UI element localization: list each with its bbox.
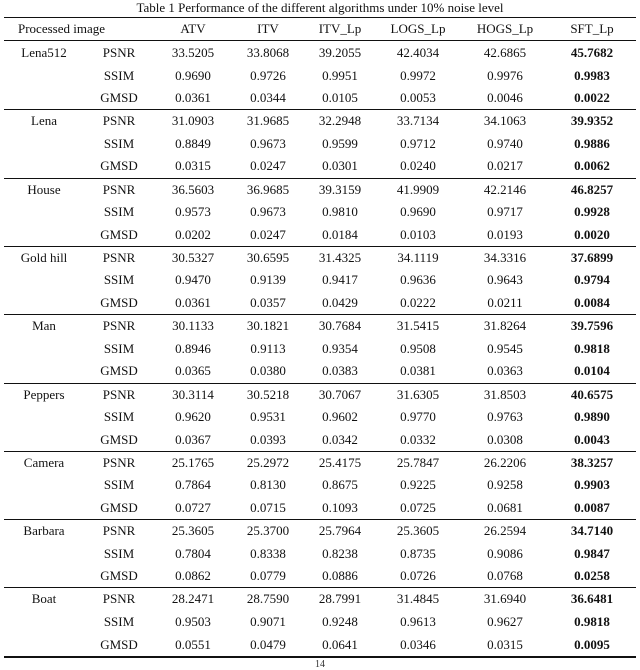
- value-cell: 0.0361: [175, 295, 211, 311]
- value-cell: 0.9690: [400, 204, 436, 220]
- table-row: [0, 520, 640, 542]
- value-cell: 0.0184: [322, 226, 358, 242]
- value-cell: 0.9503: [175, 613, 211, 629]
- value-cell: 42.6865: [483, 45, 527, 60]
- value-cell: 0.9508: [400, 340, 436, 356]
- metric-label: SSIM: [103, 340, 135, 356]
- value-cell: 30.7067: [318, 386, 362, 402]
- value-cell: 0.0095: [574, 636, 610, 652]
- value-cell: 0.0022: [574, 90, 610, 106]
- metric-label: SSIM: [103, 613, 135, 629]
- value-cell: 0.0381: [400, 363, 436, 379]
- metric-label: PSNR: [102, 113, 136, 129]
- value-cell: 0.0365: [175, 363, 211, 379]
- metric-label: PSNR: [102, 249, 136, 265]
- value-cell: 34.7140: [570, 523, 614, 539]
- table-row: [0, 110, 640, 132]
- value-cell: 37.6899: [570, 249, 614, 265]
- table-row: [0, 497, 640, 519]
- value-cell: 25.2972: [246, 454, 290, 470]
- image-name: Camera: [23, 454, 65, 470]
- value-cell: 34.1063: [483, 113, 527, 129]
- value-cell: 28.7590: [246, 591, 290, 607]
- table-row: [0, 155, 640, 177]
- value-cell: 0.9847: [574, 545, 610, 561]
- image-group: [0, 314, 640, 382]
- value-cell: 0.0715: [250, 499, 286, 515]
- metric-label: PSNR: [102, 454, 136, 470]
- value-cell: 0.0308: [487, 431, 523, 447]
- value-cell: 46.8257: [570, 181, 614, 197]
- metric-label: GMSD: [100, 90, 138, 106]
- table-row: [0, 474, 640, 496]
- value-cell: 39.9352: [570, 113, 614, 129]
- value-cell: 0.8675: [322, 477, 358, 493]
- metric-label: PSNR: [102, 318, 136, 334]
- value-cell: 26.2206: [483, 454, 527, 470]
- value-cell: 32.2948: [318, 113, 362, 129]
- value-cell: 26.2594: [483, 523, 527, 539]
- metric-label: PSNR: [102, 386, 136, 402]
- metric-label: GMSD: [100, 158, 138, 174]
- value-cell: 0.9673: [250, 204, 286, 220]
- value-cell: 36.6481: [570, 591, 614, 607]
- value-cell: 25.7847: [396, 454, 440, 470]
- value-cell: 30.3114: [172, 386, 214, 402]
- value-cell: 0.0393: [250, 431, 286, 447]
- header-processed-image: Processed image: [18, 21, 106, 36]
- table-row: [0, 611, 640, 633]
- value-cell: 0.0103: [400, 226, 436, 242]
- value-cell: 25.4175: [318, 454, 362, 470]
- value-cell: 42.2146: [483, 181, 527, 197]
- value-cell: 0.9951: [322, 67, 358, 83]
- value-cell: 0.9602: [322, 409, 358, 425]
- metric-label: SSIM: [103, 272, 135, 288]
- image-group: [0, 451, 640, 519]
- image-group: [0, 246, 640, 314]
- header-col-logs-lp: LOGS_Lp: [390, 21, 446, 36]
- table-row: [0, 42, 640, 64]
- value-cell: 0.0886: [322, 568, 358, 584]
- image-group: [0, 41, 640, 109]
- metric-label: GMSD: [100, 226, 138, 242]
- table-caption: Table 1 Performance of the different algorithms under 10% noise level: [136, 0, 504, 15]
- table-row: [0, 338, 640, 360]
- value-cell: 0.9248: [322, 613, 358, 629]
- value-cell: 0.0641: [322, 636, 358, 652]
- value-cell: 0.9740: [487, 135, 523, 151]
- value-cell: 0.0380: [250, 363, 286, 379]
- value-cell: 0.9071: [250, 613, 286, 629]
- value-cell: 0.1093: [322, 499, 358, 515]
- metric-label: SSIM: [103, 477, 135, 493]
- value-cell: 0.9770: [400, 409, 436, 425]
- image-group: [0, 178, 640, 246]
- metric-label: PSNR: [102, 45, 136, 60]
- image-group: [0, 109, 640, 177]
- value-cell: 41.9909: [396, 181, 440, 197]
- value-cell: 31.8503: [483, 386, 527, 402]
- value-cell: 0.0361: [175, 90, 211, 106]
- image-group: [0, 519, 640, 587]
- value-cell: 0.8338: [250, 545, 286, 561]
- value-cell: 0.0020: [574, 226, 610, 242]
- value-cell: 31.4325: [318, 249, 362, 265]
- metric-label: GMSD: [100, 636, 138, 652]
- value-cell: 0.0193: [487, 226, 523, 242]
- image-name: Gold hill: [20, 249, 68, 265]
- image-group: [0, 587, 640, 655]
- value-cell: 25.3605: [396, 523, 440, 539]
- value-cell: 30.7684: [318, 318, 362, 334]
- table-row: [0, 269, 640, 291]
- metric-label: PSNR: [102, 591, 136, 607]
- value-cell: 0.9972: [400, 67, 436, 83]
- value-cell: 34.3316: [483, 249, 527, 265]
- value-cell: 45.7682: [570, 45, 614, 60]
- value-cell: 0.0332: [400, 431, 436, 447]
- table-row: [0, 201, 640, 223]
- value-cell: 0.0779: [250, 568, 286, 584]
- value-cell: 0.0258: [574, 568, 610, 584]
- value-cell: 25.7964: [318, 523, 362, 539]
- value-cell: 30.5327: [171, 249, 215, 265]
- value-cell: 0.0104: [574, 363, 610, 379]
- value-cell: 0.9417: [322, 272, 358, 288]
- table-row: [0, 360, 640, 382]
- value-cell: 0.9354: [322, 340, 358, 356]
- value-cell: 0.0240: [400, 158, 436, 174]
- value-cell: 0.8130: [250, 477, 286, 493]
- value-cell: 25.1765: [171, 454, 215, 470]
- value-cell: 0.9620: [175, 409, 211, 425]
- value-cell: 0.0211: [487, 295, 523, 311]
- value-cell: 40.6575: [570, 386, 614, 402]
- value-cell: 33.5205: [171, 45, 215, 60]
- value-cell: 0.0315: [487, 636, 523, 652]
- page-number: 14: [315, 659, 325, 670]
- value-cell: 0.9886: [574, 135, 610, 151]
- value-cell: 25.3700: [246, 523, 290, 539]
- value-cell: 30.1133: [172, 318, 214, 334]
- value-cell: 0.0725: [400, 499, 436, 515]
- value-cell: 0.7864: [175, 477, 211, 493]
- value-cell: 0.0043: [574, 431, 610, 447]
- header-col-itv: ITV: [257, 21, 279, 36]
- value-cell: 0.9643: [487, 272, 523, 288]
- value-cell: 0.9613: [400, 613, 436, 629]
- value-cell: 0.0479: [250, 636, 286, 652]
- value-cell: 0.0062: [574, 158, 610, 174]
- value-cell: 0.9903: [574, 477, 610, 493]
- value-cell: 0.9928: [574, 204, 610, 220]
- value-cell: 0.8849: [175, 135, 211, 151]
- value-cell: 36.5603: [171, 181, 215, 197]
- header-col-sft-lp: SFT_Lp: [570, 21, 614, 36]
- metric-label: PSNR: [102, 523, 136, 539]
- value-cell: 0.9726: [250, 67, 286, 83]
- value-cell: 0.0222: [400, 295, 436, 311]
- value-cell: 0.9258: [487, 477, 523, 493]
- value-cell: 0.9976: [487, 67, 523, 83]
- value-cell: 0.9818: [574, 340, 610, 356]
- table-row: [0, 384, 640, 406]
- value-cell: 31.4845: [396, 591, 440, 607]
- value-cell: 0.0087: [574, 499, 610, 515]
- table-row: [0, 87, 640, 109]
- value-cell: 0.0429: [322, 295, 358, 311]
- value-cell: 0.9086: [487, 545, 523, 561]
- value-cell: 0.9531: [250, 409, 286, 425]
- value-cell: 0.9599: [322, 135, 358, 151]
- image-name: Peppers: [23, 386, 65, 402]
- value-cell: 31.6940: [483, 591, 527, 607]
- table-row: [0, 224, 640, 246]
- table-row: [0, 247, 640, 269]
- table-row: [0, 133, 640, 155]
- value-cell: 31.5415: [396, 318, 440, 334]
- value-cell: 31.9685: [246, 113, 290, 129]
- table-row: [0, 65, 640, 87]
- table-row: [0, 406, 640, 428]
- value-cell: 0.0681: [487, 499, 523, 515]
- value-cell: 0.9545: [487, 340, 523, 356]
- table-row: [0, 452, 640, 474]
- value-cell: 0.0862: [175, 568, 211, 584]
- metric-label: SSIM: [103, 135, 135, 151]
- value-cell: 39.3159: [318, 181, 362, 197]
- value-cell: 0.9627: [487, 613, 523, 629]
- table-row: [0, 588, 640, 610]
- value-cell: 0.9470: [175, 272, 211, 288]
- value-cell: 30.1821: [246, 318, 290, 334]
- table-header-row: [0, 18, 640, 40]
- value-cell: 0.0768: [487, 568, 523, 584]
- value-cell: 30.5218: [246, 386, 290, 402]
- header-col-hogs-lp: HOGS_Lp: [476, 21, 534, 36]
- value-cell: 0.9763: [487, 409, 523, 425]
- value-cell: 0.9818: [574, 613, 610, 629]
- value-cell: 0.0367: [175, 431, 211, 447]
- metric-label: GMSD: [100, 568, 138, 584]
- table-row: [0, 634, 640, 656]
- value-cell: 0.0217: [487, 158, 523, 174]
- value-cell: 0.8238: [322, 545, 358, 561]
- value-cell: 0.0363: [487, 363, 523, 379]
- value-cell: 0.9225: [400, 477, 436, 493]
- metric-label: GMSD: [100, 499, 138, 515]
- table-bottom-rule: [4, 656, 636, 658]
- value-cell: 34.1119: [397, 249, 439, 265]
- table-row: [0, 429, 640, 451]
- value-cell: 0.0315: [175, 158, 211, 174]
- value-cell: 36.9685: [246, 181, 290, 197]
- value-cell: 0.9690: [175, 67, 211, 83]
- value-cell: 0.9673: [250, 135, 286, 151]
- value-cell: 0.9139: [250, 272, 286, 288]
- value-cell: 31.0903: [171, 113, 215, 129]
- table-row: [0, 543, 640, 565]
- metric-label: PSNR: [102, 181, 136, 197]
- value-cell: 0.0105: [322, 90, 358, 106]
- table-row: [0, 565, 640, 587]
- value-cell: 25.3605: [171, 523, 215, 539]
- image-name: Man: [32, 318, 56, 334]
- value-cell: 0.0726: [400, 568, 436, 584]
- metric-label: SSIM: [103, 67, 135, 83]
- value-cell: 0.8946: [175, 340, 211, 356]
- value-cell: 28.2471: [171, 591, 215, 607]
- value-cell: 0.9890: [574, 409, 610, 425]
- value-cell: 0.9113: [250, 340, 286, 356]
- value-cell: 0.0551: [175, 636, 211, 652]
- value-cell: 39.7596: [570, 318, 614, 334]
- header-col-atv: ATV: [180, 21, 206, 36]
- value-cell: 0.0727: [175, 499, 211, 515]
- image-name: Boat: [31, 591, 57, 607]
- value-cell: 31.6305: [396, 386, 440, 402]
- metric-label: GMSD: [100, 363, 138, 379]
- value-cell: 42.4034: [396, 45, 440, 60]
- table-row: [0, 315, 640, 337]
- metric-label: GMSD: [100, 431, 138, 447]
- value-cell: 0.9573: [175, 204, 211, 220]
- value-cell: 0.7804: [175, 545, 211, 561]
- value-cell: 0.9712: [400, 135, 436, 151]
- value-cell: 0.0383: [322, 363, 358, 379]
- header-col-itv-lp: ITV_Lp: [318, 21, 362, 36]
- value-cell: 38.3257: [570, 454, 614, 470]
- value-cell: 28.7991: [318, 591, 362, 607]
- value-cell: 0.9636: [400, 272, 436, 288]
- table-row: [0, 179, 640, 201]
- image-name: House: [27, 181, 61, 197]
- metric-label: SSIM: [103, 545, 135, 561]
- value-cell: 33.8068: [246, 45, 290, 60]
- image-name: Barbara: [23, 523, 65, 539]
- value-cell: 31.8264: [483, 318, 527, 334]
- value-cell: 0.0346: [400, 636, 436, 652]
- value-cell: 33.7134: [396, 113, 440, 129]
- metric-label: SSIM: [103, 204, 135, 220]
- image-name: Lena: [31, 113, 57, 129]
- value-cell: 0.0357: [250, 295, 286, 311]
- value-cell: 0.8735: [400, 545, 436, 561]
- value-cell: 0.0344: [250, 90, 286, 106]
- image-group: [0, 383, 640, 451]
- metric-label: SSIM: [103, 409, 135, 425]
- value-cell: 0.9983: [574, 67, 610, 83]
- value-cell: 30.6595: [246, 249, 290, 265]
- value-cell: 0.0247: [250, 226, 286, 242]
- metric-label: GMSD: [100, 295, 138, 311]
- value-cell: 0.0053: [400, 90, 436, 106]
- value-cell: 39.2055: [318, 45, 362, 60]
- value-cell: 0.0046: [487, 90, 523, 106]
- value-cell: 0.9794: [574, 272, 610, 288]
- value-cell: 0.0301: [322, 158, 358, 174]
- value-cell: 0.9810: [322, 204, 358, 220]
- value-cell: 0.9717: [487, 204, 523, 220]
- image-name: Lena512: [21, 45, 67, 60]
- value-cell: 0.0202: [175, 226, 211, 242]
- table-row: [0, 292, 640, 314]
- value-cell: 0.0247: [250, 158, 286, 174]
- value-cell: 0.0084: [574, 295, 610, 311]
- value-cell: 0.0342: [322, 431, 358, 447]
